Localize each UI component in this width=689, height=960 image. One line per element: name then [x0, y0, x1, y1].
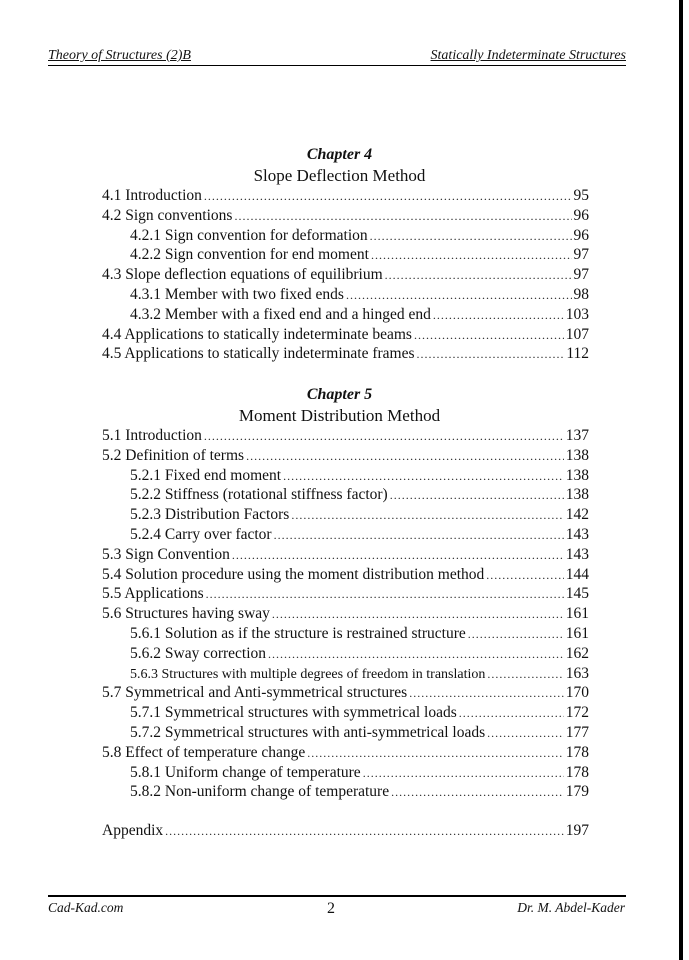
- toc-entry-title: 4.3.1 Member with two fixed ends: [130, 285, 344, 303]
- toc-leader-dots: [234, 209, 571, 224]
- toc-entry-title: 4.2.1 Sign convention for deformation: [130, 226, 368, 244]
- toc-entry-page: 172: [565, 704, 589, 722]
- toc-entry-title: 5.6.1 Solution as if the structure is restrained structure: [130, 624, 466, 642]
- toc-leader-dots: [385, 268, 572, 283]
- toc-leader-dots: [346, 288, 572, 303]
- toc-entry-title: 4.3.2 Member with a fixed end and a hinged end: [130, 305, 431, 323]
- toc-entry-page: 161: [565, 605, 589, 623]
- toc-entry-page: 162: [565, 644, 589, 662]
- toc-leader-dots: [291, 508, 563, 523]
- toc-entry-page: 143: [565, 525, 589, 543]
- toc-entry-page: 112: [566, 345, 589, 363]
- toc-entry-page: 142: [565, 506, 589, 524]
- toc-entry-title: 5.2.4 Carry over factor: [130, 525, 272, 543]
- toc-entry[interactable]: [102, 506, 589, 526]
- toc-entry-page: 197: [565, 822, 589, 839]
- toc-entry[interactable]: [102, 684, 589, 704]
- toc-leader-dots: [206, 587, 564, 602]
- toc-entry-page: 178: [565, 743, 589, 761]
- toc-entry[interactable]: [102, 704, 589, 724]
- toc-entry[interactable]: [102, 783, 589, 803]
- footer-page-number: 2: [327, 900, 335, 917]
- toc-leader-dots: [486, 568, 563, 583]
- toc-entry-title: 5.7 Symmetrical and Anti-symmetrical structures: [102, 684, 408, 702]
- toc-entry-title: 5.8.1 Uniform change of temperature: [130, 763, 361, 781]
- toc-entry-page: 170: [565, 684, 589, 702]
- toc-leader-dots: [268, 647, 564, 662]
- toc-entry-title: 5.1 Introduction: [102, 427, 202, 444]
- toc-entry-title: 5.4 Solution procedure using the moment distribution method: [102, 565, 485, 583]
- toc-entry-title: 5.8.2 Non-uniform change of temperature: [130, 783, 390, 801]
- toc-entry-title: 5.2 Definition of terms: [102, 446, 245, 464]
- toc-leader-dots: [204, 429, 564, 444]
- toc-leader-dots: [232, 548, 564, 563]
- toc-entry-title: 5.2.1 Fixed end moment: [130, 466, 282, 484]
- toc-entry-page: 177: [565, 723, 589, 741]
- toc-entry[interactable]: [102, 744, 589, 764]
- toc-entry-title: 4.5 Applications to statically indeterminate frames: [102, 345, 415, 363]
- toc-leader-dots: [283, 469, 564, 484]
- toc-entry-title: 5.2.2 Stiffness (rotational stiffness factor): [130, 486, 388, 504]
- toc-leader-dots: [468, 627, 564, 642]
- toc-entry-page: 107: [565, 325, 589, 343]
- toc-entry-title: 5.7.2 Symmetrical structures with anti-symmetrical loads: [130, 723, 486, 741]
- toc-entry-appendix[interactable]: [102, 822, 589, 842]
- toc-leader-dots: [414, 328, 564, 343]
- toc-leader-dots: [459, 706, 564, 721]
- chapter-4-toc: [102, 187, 589, 365]
- toc-entry-page: 143: [565, 545, 589, 563]
- toc-entry-page: 138: [565, 466, 589, 484]
- toc-leader-dots: [409, 686, 564, 701]
- toc-entry-title: 5.6.3 Structures with multiple degrees of freedom in translation: [130, 666, 486, 682]
- toc-entry-page: 96: [573, 226, 589, 244]
- toc-leader-dots: [165, 824, 564, 839]
- footer-rule: [48, 895, 626, 897]
- toc-entry-title: 4.2.2 Sign convention for end moment: [130, 246, 369, 264]
- toc-entry[interactable]: [102, 447, 589, 467]
- toc-entry-title: 4.1 Introduction: [102, 187, 202, 204]
- toc-entry-title: 5.5 Applications: [102, 585, 204, 603]
- toc-entry[interactable]: [102, 326, 589, 346]
- toc-entry[interactable]: [102, 266, 589, 286]
- toc-entry[interactable]: [102, 187, 589, 207]
- toc-entry-page: 179: [565, 783, 589, 801]
- toc-entry[interactable]: [102, 566, 589, 586]
- toc-entry[interactable]: [102, 724, 589, 744]
- toc-entry-page: 103: [565, 305, 589, 323]
- toc-entry[interactable]: [102, 645, 589, 665]
- toc-entry-page: 98: [573, 285, 589, 303]
- toc-entry[interactable]: [102, 605, 589, 625]
- toc-leader-dots: [272, 607, 564, 622]
- toc-entry[interactable]: [102, 665, 589, 685]
- toc-entry-title: 5.6 Structures having sway: [102, 605, 270, 623]
- toc-entry-page: 137: [565, 427, 589, 444]
- toc-entry[interactable]: [102, 306, 589, 326]
- header-course-title: Theory of Structures (2)B: [48, 48, 191, 63]
- toc-leader-dots: [391, 785, 564, 800]
- toc-entry-page: 138: [565, 446, 589, 464]
- toc-entry[interactable]: [102, 246, 589, 266]
- toc-entry-title: 4.4 Applications to statically indeterminate beams: [102, 325, 412, 343]
- toc-leader-dots: [487, 726, 564, 741]
- toc-entry[interactable]: [102, 526, 589, 546]
- chapter-5-toc: [102, 427, 589, 803]
- toc-leader-dots: [433, 308, 564, 323]
- toc-entry-page: 97: [573, 246, 589, 264]
- appendix-toc: [102, 822, 589, 842]
- toc-entry-page: 178: [565, 763, 589, 781]
- toc-entry[interactable]: [102, 625, 589, 645]
- footer-website: Cad-Kad.com: [48, 900, 124, 915]
- toc-entry[interactable]: [102, 345, 589, 365]
- page-right-border: [679, 0, 683, 960]
- toc-entry[interactable]: [102, 207, 589, 227]
- toc-entry-page: 95: [573, 187, 589, 204]
- toc-leader-dots: [363, 766, 564, 781]
- toc-entry-page: 96: [573, 206, 589, 224]
- toc-entry[interactable]: [102, 764, 589, 784]
- toc-entry[interactable]: [102, 227, 589, 247]
- toc-entry-title: 5.2.3 Distribution Factors: [130, 506, 290, 524]
- toc-entry-title: 5.8 Effect of temperature change: [102, 743, 306, 761]
- chapter-4-number: Chapter 4: [306, 146, 373, 163]
- toc-leader-dots: [204, 189, 572, 204]
- header-subject-title: Statically Indeterminate Structures: [430, 48, 626, 63]
- page-header: [48, 48, 626, 66]
- toc-entry-page: 144: [565, 565, 589, 583]
- toc-entry[interactable]: [102, 486, 589, 506]
- chapter-5-number: Chapter 5: [306, 386, 373, 403]
- chapter-4-title: Slope Deflection Method: [253, 166, 426, 185]
- toc-entry-title: 5.7.1 Symmetrical structures with symmetrical loads: [130, 704, 457, 722]
- toc-entry-title: 4.2 Sign conventions: [102, 206, 233, 224]
- toc-leader-dots: [487, 667, 563, 682]
- toc-entry-title: 4.3 Slope deflection equations of equilibrium: [102, 266, 383, 284]
- toc-leader-dots: [370, 229, 572, 244]
- toc-leader-dots: [371, 248, 572, 263]
- toc-entry[interactable]: [102, 585, 589, 605]
- toc-leader-dots: [417, 347, 565, 362]
- toc-entry-title: 5.6.2 Sway correction: [130, 644, 267, 662]
- toc-entry-title: 5.3 Sign Convention: [102, 545, 230, 563]
- toc-leader-dots: [390, 488, 564, 503]
- toc-entry[interactable]: [102, 467, 589, 487]
- toc-leader-dots: [246, 449, 564, 464]
- toc-entry[interactable]: [102, 427, 589, 447]
- toc-entry-page: 145: [565, 585, 589, 603]
- toc-entry-page: 97: [573, 266, 589, 284]
- toc-leader-dots: [274, 528, 564, 543]
- footer-author: Dr. M. Abdel-Kader: [517, 900, 625, 915]
- toc-entry-title: Appendix: [102, 822, 164, 839]
- toc-entry-page: 161: [565, 624, 589, 642]
- toc-entry[interactable]: [102, 286, 589, 306]
- toc-entry-page: 138: [565, 486, 589, 504]
- toc-leader-dots: [307, 746, 563, 761]
- toc-entry[interactable]: [102, 546, 589, 566]
- chapter-5-title: Moment Distribution Method: [238, 406, 441, 425]
- toc-entry-page: 163: [565, 664, 589, 682]
